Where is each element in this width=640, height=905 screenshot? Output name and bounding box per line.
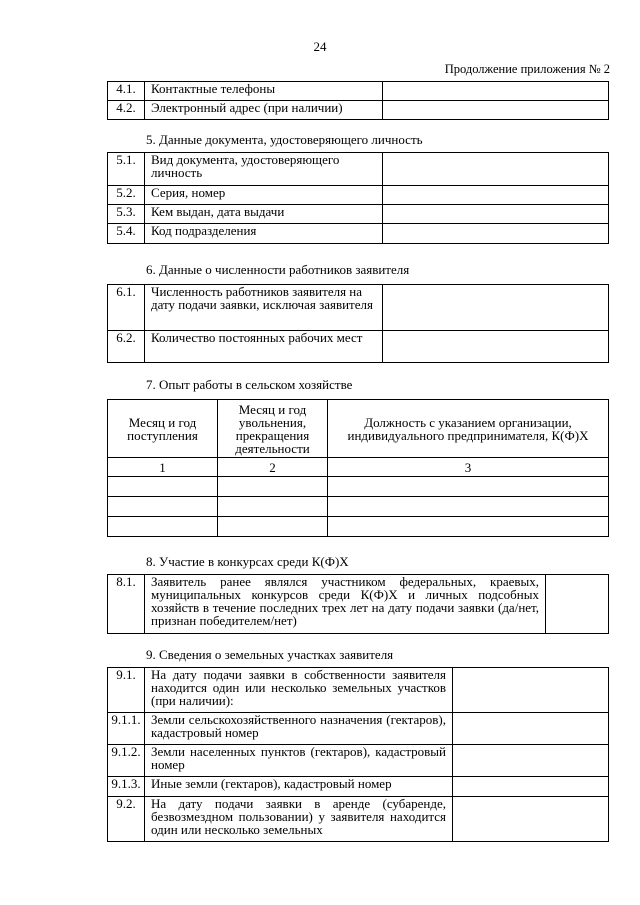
row-label: Кем выдан, дата выдачи xyxy=(145,205,383,224)
row-number: 9.1.2. xyxy=(108,745,145,777)
value-cell[interactable] xyxy=(453,777,609,797)
section6-table xyxy=(107,284,609,363)
row-number: 9.2. xyxy=(108,797,145,842)
value-cell[interactable] xyxy=(383,285,609,331)
section4-table xyxy=(107,81,609,120)
row-label: На дату подачи заявки в аренде (субаренде, безвозмездном пользовании) у заявителя находится один или несколько земельных xyxy=(145,797,453,842)
value-cell[interactable] xyxy=(383,205,609,224)
value-cell[interactable] xyxy=(218,517,328,537)
table-row xyxy=(108,745,609,777)
row-label: Иные земли (гектаров), кадастровый номер xyxy=(145,777,453,797)
section9-table xyxy=(107,667,609,842)
table-header-row xyxy=(108,400,609,458)
row-number: 6.1. xyxy=(108,285,145,331)
continuation-note: Продолжение приложения № 2 xyxy=(444,62,610,76)
row-number: 5.3. xyxy=(108,205,145,224)
value-cell[interactable] xyxy=(453,713,609,745)
value-cell[interactable] xyxy=(383,331,609,363)
value-cell[interactable] xyxy=(383,101,609,120)
value-cell[interactable] xyxy=(218,477,328,497)
value-cell[interactable] xyxy=(383,153,609,186)
column-number: 1 xyxy=(108,458,218,477)
row-number: 5.1. xyxy=(108,153,145,186)
value-cell[interactable] xyxy=(108,477,218,497)
row-label: Код подразделения xyxy=(145,224,383,244)
row-number: 9.1. xyxy=(108,668,145,713)
row-label: На дату подачи заявки в собственности заявителя находится один или несколько земельных участков (при наличии): xyxy=(145,668,453,713)
row-number: 4.1. xyxy=(108,82,145,101)
row-label: Численность работников заявителя на дату подачи заявки, исключая заявителя xyxy=(145,285,383,331)
row-number: 5.4. xyxy=(108,224,145,244)
row-number: 8.1. xyxy=(108,575,145,634)
value-cell[interactable] xyxy=(546,575,609,634)
section8-table xyxy=(107,574,609,634)
value-cell[interactable] xyxy=(383,224,609,244)
table-row xyxy=(108,101,609,120)
table-row xyxy=(108,205,609,224)
section5-table xyxy=(107,152,609,244)
table-row xyxy=(108,285,609,331)
column-header: Месяц и год увольнения, прекращения деятельности xyxy=(218,400,328,458)
table-row xyxy=(108,458,609,477)
table-row xyxy=(108,777,609,797)
section8-title: 8. Участие в конкурсах среди К(Ф)Х xyxy=(146,554,349,569)
value-cell[interactable] xyxy=(328,517,609,537)
column-header: Месяц и год поступления xyxy=(108,400,218,458)
value-cell[interactable] xyxy=(453,797,609,842)
row-number: 9.1.3. xyxy=(108,777,145,797)
row-number: 4.2. xyxy=(108,101,145,120)
value-cell[interactable] xyxy=(453,745,609,777)
row-label: Серия, номер xyxy=(145,186,383,205)
table-row xyxy=(108,477,609,497)
section7-title: 7. Опыт работы в сельском хозяйстве xyxy=(146,377,353,392)
row-number: 5.2. xyxy=(108,186,145,205)
table-row xyxy=(108,497,609,517)
section9-title: 9. Сведения о земельных участках заявителя xyxy=(146,647,394,662)
row-label: Электронный адрес (при наличии) xyxy=(145,101,383,120)
table-row xyxy=(108,517,609,537)
value-cell[interactable] xyxy=(383,82,609,101)
table-row xyxy=(108,331,609,363)
row-label: Заявитель ранее являлся участником федеральных, краевых, муниципальных конкурсов среди К(Ф)Х и личных подсобных хозяйств в течение последних трех лет на дату подачи заявки (да/нет, признан победителем/нет) xyxy=(145,575,546,634)
section7-table xyxy=(107,399,609,537)
value-cell[interactable] xyxy=(108,497,218,517)
value-cell[interactable] xyxy=(218,497,328,517)
value-cell[interactable] xyxy=(328,497,609,517)
row-label: Количество постоянных рабочих мест xyxy=(145,331,383,363)
value-cell[interactable] xyxy=(108,517,218,537)
row-label: Земли населенных пунктов (гектаров), кадастровый номер xyxy=(145,745,453,777)
column-number: 2 xyxy=(218,458,328,477)
row-label: Контактные телефоны xyxy=(145,82,383,101)
value-cell[interactable] xyxy=(328,477,609,497)
page-number: 24 xyxy=(313,39,327,54)
table-row xyxy=(108,668,609,713)
value-cell[interactable] xyxy=(453,668,609,713)
table-row xyxy=(108,713,609,745)
row-number: 6.2. xyxy=(108,331,145,363)
row-label: Вид документа, удостоверяющего личность xyxy=(145,153,383,186)
row-label: Земли сельскохозяйственного назначения (гектаров), кадастровый номер xyxy=(145,713,453,745)
value-cell[interactable] xyxy=(383,186,609,205)
table-row xyxy=(108,153,609,186)
table-row xyxy=(108,575,609,634)
column-number: 3 xyxy=(328,458,609,477)
column-header: Должность с указанием организации, индивидуального предпринимателя, К(Ф)Х xyxy=(328,400,609,458)
row-number: 9.1.1. xyxy=(108,713,145,745)
table-row xyxy=(108,797,609,842)
section5-title: 5. Данные документа, удостоверяющего личность xyxy=(146,132,423,147)
section6-title: 6. Данные о численности работников заявителя xyxy=(146,262,410,277)
table-row xyxy=(108,82,609,101)
table-row xyxy=(108,224,609,244)
table-row xyxy=(108,186,609,205)
